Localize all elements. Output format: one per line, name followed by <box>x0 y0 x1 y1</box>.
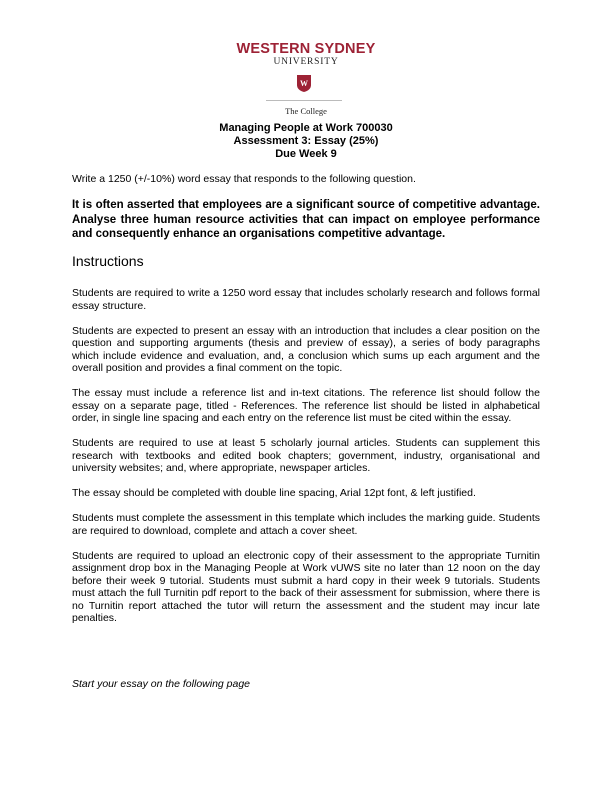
logo-divider <box>266 100 342 101</box>
instruction-paragraph: Students are required to use at least 5 scholarly journal articles. Students can supplement this research with textbooks and edited book chapters; government, industry, organisational and university websites; and, where appropriate, newspaper articles. <box>72 437 540 474</box>
instruction-paragraph: The essay should be completed with double line spacing, Arial 12pt font, & left justified. <box>72 487 476 499</box>
instructions-body <box>72 287 540 637</box>
instruction-paragraph: Students must complete the assessment in this template which includes the marking guide. Students are required to download, complete and attach a cover sheet. <box>72 512 540 537</box>
essay-question: It is often asserted that employees are a significant source of competitive advantage. Analyse three human resource activities that can impact on employee performance and consequently enhance an organisations competitive advantage. <box>72 199 540 240</box>
unit-title: Managing People at Work 700030 <box>219 122 393 134</box>
document-heading <box>0 122 612 161</box>
intro-text: Write a 1250 (+/-10%) word essay that responds to the following question. <box>72 173 416 185</box>
instructions-title: Instructions <box>72 253 144 269</box>
university-logo <box>0 42 612 68</box>
college-name: The College <box>285 106 327 116</box>
instruction-paragraph: Students are required to upload an electronic copy of their assessment to the appropriate Turnitin assignment drop box in the Managing People at Work vUWS site no later than 12 noon on the day before their week 9 tutorial. Students must submit a hard copy in their week 9 tutorials. Students must attach the full Turnitin pdf report to the back of their assessment for submission, where there is no Turnitin report attached the tutor will return the assessment and the student may incur late penalties. <box>72 549 540 624</box>
instruction-paragraph: The essay must include a reference list and in-text citations. The reference list should follow the essay on a separate page, titled - References. The reference list should be listed in alphabetical order, in single line spacing and each entry on the reference list must be cited within the essay. <box>72 387 540 424</box>
logo-wordmark-line2: UNIVERSITY <box>273 57 339 67</box>
university-shield-icon <box>297 75 311 92</box>
logo-wordmark-line1: WESTERN SYDNEY <box>236 41 376 57</box>
instruction-paragraph: Students are expected to present an essay with an introduction that includes a clear position on the question and supporting arguments (thesis and preview of essay), a series of body paragraphs which include evidence and evaluation, and, a conclusion which sums up each argument and the overall position and provides a final comment on the topic. <box>72 324 540 374</box>
footer-note: Start your essay on the following page <box>72 678 251 690</box>
shield-letter: W <box>300 79 308 88</box>
due-date: Due Week 9 <box>275 148 337 160</box>
instruction-paragraph: Students are required to write a 1250 word essay that includes scholarly research and follows formal essay structure. <box>72 287 540 312</box>
assessment-title: Assessment 3: Essay (25%) <box>233 135 379 147</box>
